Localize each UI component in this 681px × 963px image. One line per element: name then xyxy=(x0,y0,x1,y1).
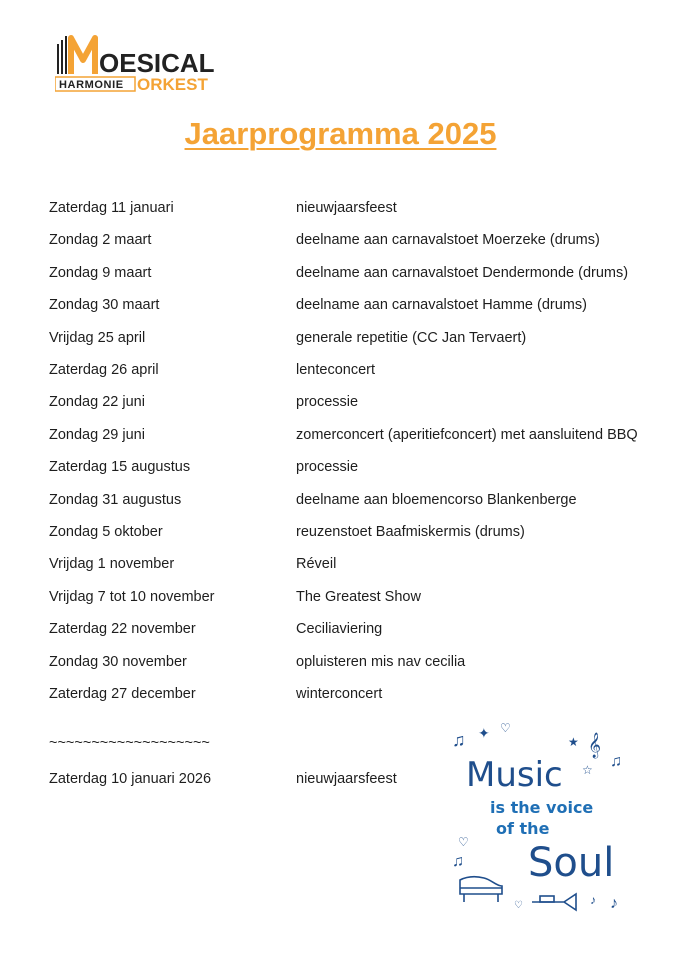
music-note-icon: ♫ xyxy=(452,730,466,750)
event-date: Zondag 31 augustus xyxy=(49,491,182,508)
event-name: deelname aan carnavalstoet Hamme (drums) xyxy=(296,297,587,314)
event-date: Zaterdag 27 december xyxy=(49,686,196,702)
quote-line1: Music xyxy=(466,755,563,795)
event-name: Ceciliaviering xyxy=(296,621,383,638)
event-name: opluisteren mis nav cecilia xyxy=(296,653,466,670)
event-name: generale repetitie (CC Jan Tervaert) xyxy=(296,329,527,346)
logo-graphic xyxy=(55,30,215,96)
logo-m-shape xyxy=(71,38,95,74)
music-note-icon-3: ♫ xyxy=(452,853,464,870)
event-name: deelname aan carnavalstoet Moerzeke (drums) xyxy=(296,232,600,249)
quote-line3: of the xyxy=(496,819,550,838)
event-row xyxy=(0,621,681,641)
event-row xyxy=(0,589,681,609)
event-row xyxy=(0,492,681,512)
event-date: Zaterdag 15 augustus xyxy=(49,459,191,476)
event-name: reuzenstoet Baafmiskermis (drums) xyxy=(296,524,525,540)
event-date: Zondag 9 maart xyxy=(49,264,152,281)
event-name: winterconcert xyxy=(296,686,383,702)
music-note-icon-4: ♪ xyxy=(610,895,618,912)
event-date: Zaterdag 22 november xyxy=(49,621,196,638)
orchestra-logo xyxy=(55,30,215,96)
event-row xyxy=(0,686,681,706)
event-name: lenteconcert xyxy=(296,362,375,378)
event-row xyxy=(0,265,681,285)
event-row xyxy=(0,427,681,447)
trumpet-icon xyxy=(532,894,576,910)
heart-icon-2: ♡ xyxy=(458,835,469,849)
event-row xyxy=(0,654,681,674)
event-date: Vrijdag 25 april xyxy=(49,329,146,346)
piano-icon xyxy=(460,877,502,902)
event-row xyxy=(0,330,681,350)
event-name: processie xyxy=(296,394,359,411)
event-row xyxy=(0,232,681,252)
event-name: The Greatest Show xyxy=(296,588,421,605)
event-date: Zondag 30 maart xyxy=(49,297,160,314)
logo-line1: OESICALI xyxy=(99,48,215,78)
quote-line2: is the voice xyxy=(490,798,594,817)
star-outline-icon: ☆ xyxy=(582,763,593,777)
music-note-icon-5: ♪ xyxy=(590,893,596,907)
event-date: Zaterdag 11 januari xyxy=(49,200,174,216)
event-row xyxy=(0,524,681,544)
music-note-icon-2: ♫ xyxy=(610,753,622,770)
music-quote-illustration xyxy=(440,718,640,918)
page-title: Jaarprogramma 2025 xyxy=(184,116,497,151)
event-date: Vrijdag 7 tot 10 november xyxy=(49,588,215,605)
heart-icon-3: ♡ xyxy=(514,900,523,911)
event-name: zomerconcert (aperitiefconcert) met aansluitend BBQ xyxy=(296,426,638,443)
event-date: Zondag 5 oktober xyxy=(49,524,163,540)
event-name: deelname aan carnavalstoet Dendermonde (drums) xyxy=(296,264,629,281)
event-date: Zondag 30 november xyxy=(49,653,187,670)
logo-line2-right: ORKEST xyxy=(137,75,208,94)
event-name: nieuwjaarsfeest xyxy=(296,771,397,787)
separator: ~~~~~~~~~~~~~~~~~~~ xyxy=(49,735,210,751)
event-date: Zaterdag 26 april xyxy=(49,362,159,378)
heart-icon: ♡ xyxy=(500,721,511,735)
star-icon: ★ xyxy=(568,735,579,749)
event-date: Zondag 2 maart xyxy=(49,232,152,249)
sparkle-icon: ✦ xyxy=(478,725,490,741)
event-date: Zondag 22 juni xyxy=(49,394,145,411)
event-name: deelname aan bloemencorso Blankenberge xyxy=(296,491,577,508)
event-row xyxy=(0,556,681,576)
event-row xyxy=(0,459,681,479)
event-name: nieuwjaarsfeest xyxy=(296,200,397,216)
event-date: Vrijdag 1 november xyxy=(49,556,175,573)
logo-line2-left: HARMONIE xyxy=(59,79,124,91)
event-date: Zaterdag 10 januari 2026 xyxy=(49,771,212,787)
quote-line4: Soul xyxy=(528,840,615,886)
event-row xyxy=(0,394,681,414)
event-row xyxy=(0,297,681,317)
event-row xyxy=(0,200,681,220)
event-name: Réveil xyxy=(296,556,337,573)
logo-stripes xyxy=(57,36,67,74)
event-row xyxy=(0,362,681,382)
event-name: processie xyxy=(296,459,359,476)
event-date: Zondag 29 juni xyxy=(49,426,145,443)
clef-icon: 𝄞 xyxy=(588,732,602,757)
